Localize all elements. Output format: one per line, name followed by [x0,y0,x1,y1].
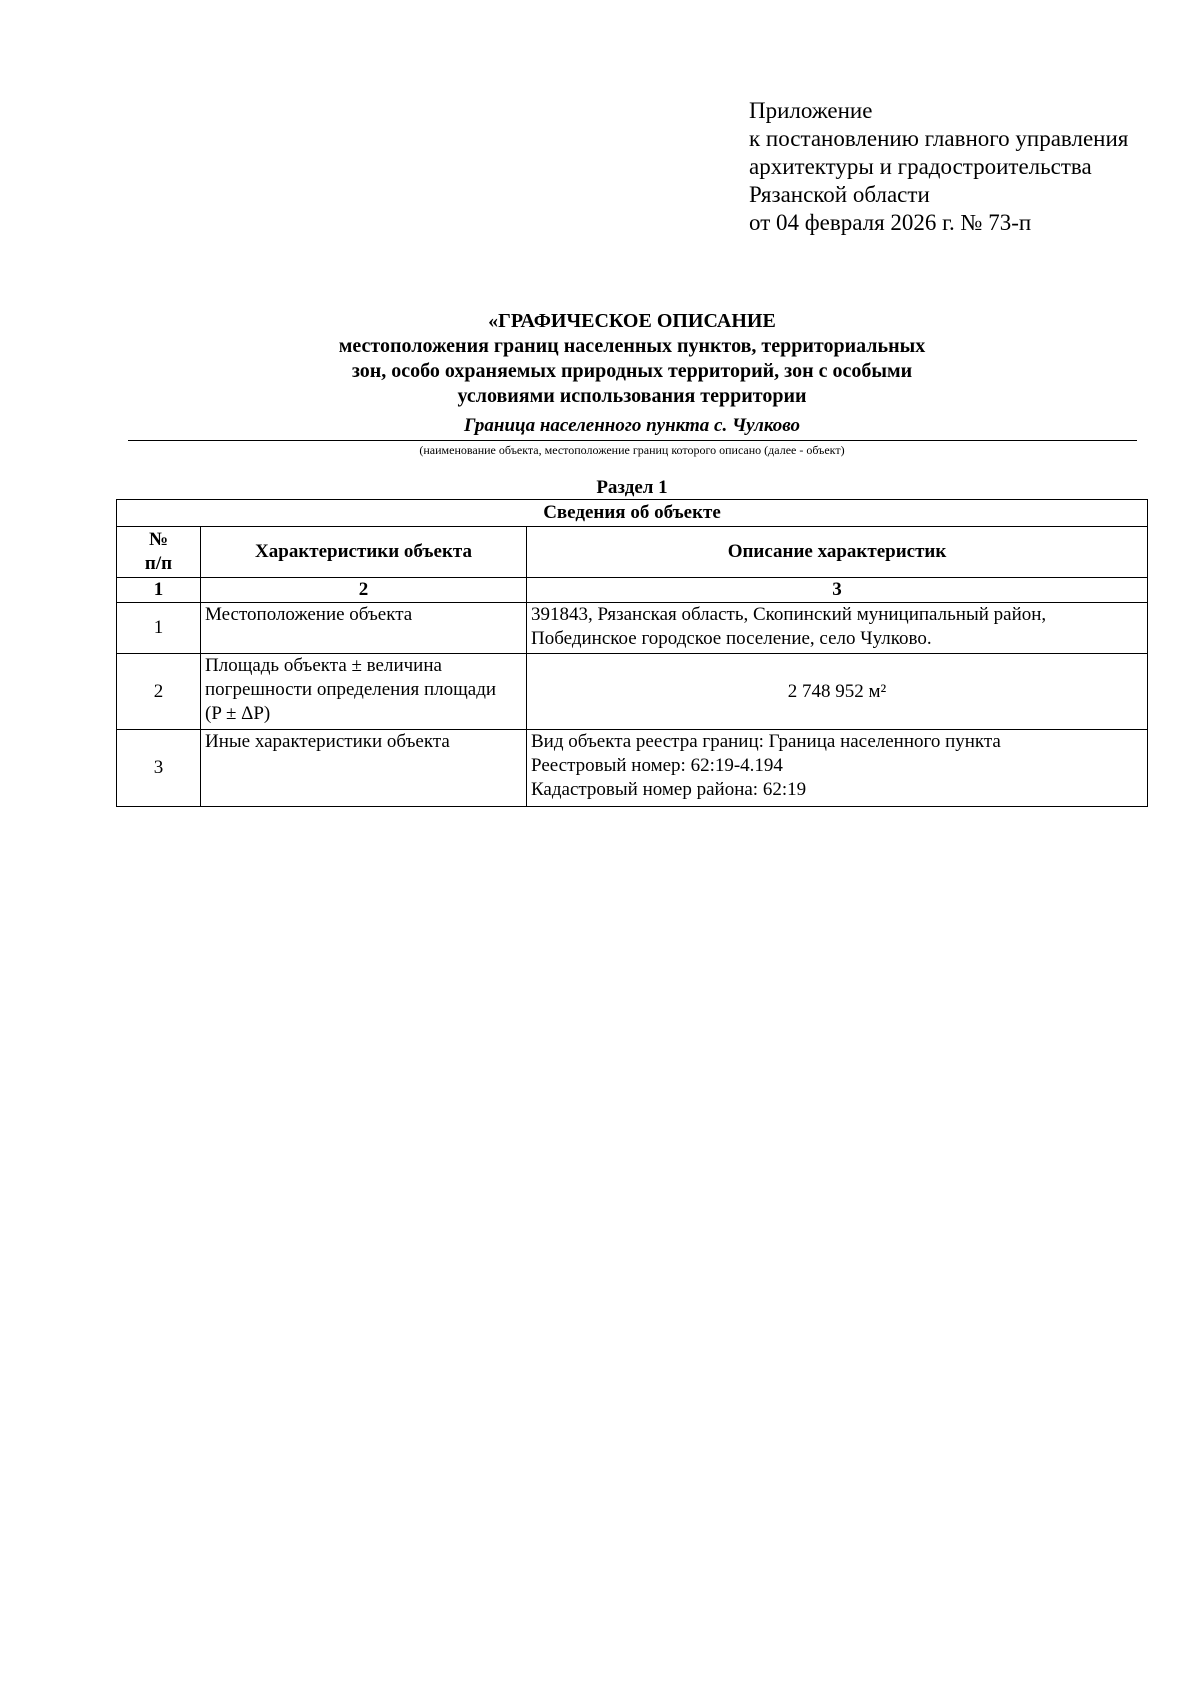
row-description-line: 391843, Рязанская область, Скопинский муниципальный район, [531,604,1047,625]
header-num [117,527,201,578]
column-number: 1 [117,578,201,603]
row-characteristic-line: (P ± ΔP) [205,703,271,724]
object-name: Граница населенного пункта с. Чулково [463,415,801,436]
header-characteristics: Характеристики объекта [201,527,527,578]
object-name-caption: (наименование объекта, местоположение границ которого описано (далее - объект) [419,443,845,457]
title-line: местоположения границ населенных пунктов, территориальных [338,335,926,357]
row-characteristic-line: Иные характеристики объекта [205,731,450,752]
row-characteristic-line: Местоположение объекта [205,604,413,625]
row-characteristic [201,730,527,807]
header-description: Описание характеристик [527,527,1148,578]
row-description-line: Реестровый номер: 62:19-4.194 [531,755,783,776]
row-description [527,730,1148,807]
appendix-line: Приложение [749,98,873,123]
column-number: 2 [201,578,527,603]
title-line: условиями использования территории [457,385,807,407]
row-characteristic [201,654,527,730]
header-num-line: № [148,529,169,550]
appendix-line: от 04 февраля 2026 г. № 73-п [749,210,1032,235]
object-name-underline [128,440,1137,441]
row-characteristic-line: Площадь объекта ± величина [205,655,442,676]
row-description-line: Кадастровый номер района: 62:19 [531,779,807,800]
row-description-line: 2 748 952 м² [787,680,887,702]
row-number: 2 [117,654,201,730]
row-description [527,654,1148,730]
appendix-line: к постановлению главного управления [749,126,1129,151]
table-row [117,603,1148,654]
row-number: 3 [117,730,201,807]
appendix-line: архитектуры и градостроительства [749,154,1092,179]
title-line: зон, особо охраняемых природных территорий, зон с особыми [351,360,913,382]
table-row [117,730,1148,807]
row-number: 1 [117,603,201,654]
appendix-block [749,97,1128,237]
row-description-line: Вид объекта реестра границ: Граница населенного пункта [531,731,1001,752]
object-info-table [116,499,1148,807]
title-line: «ГРАФИЧЕСКОЕ ОПИСАНИЕ [488,310,776,332]
table-row [117,654,1148,730]
row-description-line: Побединское городское поселение, село Чулково. [531,628,932,649]
row-description [527,603,1148,654]
column-number: 3 [527,578,1148,603]
document-title [117,309,1147,409]
table-title: Сведения об объекте [117,500,1148,527]
appendix-line: Рязанской области [749,182,930,207]
row-characteristic [201,603,527,654]
header-num-line: п/п [144,553,173,574]
row-characteristic-line: погрешности определения площади [205,679,497,700]
section-title: Раздел 1 [596,477,668,498]
